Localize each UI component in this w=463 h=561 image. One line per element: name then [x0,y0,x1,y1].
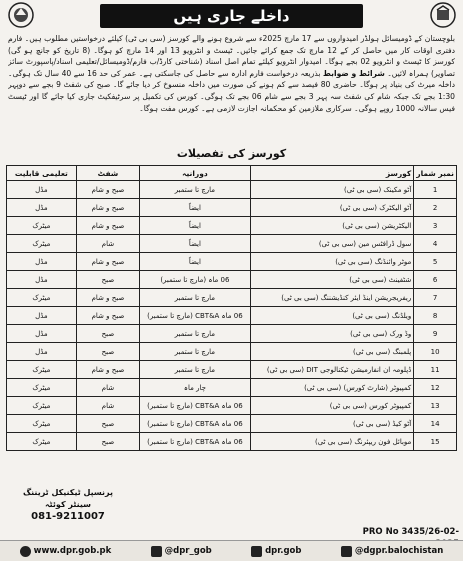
row-shift: صبح و شام [76,181,139,199]
table-row [7,343,457,361]
stamp-line-1: پرنسپل ٹیکنیکل ٹریننگ [22,488,114,497]
row-no: 9 [414,325,457,343]
row-qualification: مڈل [7,253,77,271]
row-shift: شام [76,235,139,253]
stamp-line-2: سینٹر کوئٹہ [44,500,92,509]
row-qualification: مڈل [7,181,77,199]
balochistan-emblem-icon [8,2,34,28]
footer-facebook[interactable] [341,541,443,561]
table-row [7,181,457,199]
table-row [7,289,457,307]
table-row [7,415,457,433]
row-shift: صبح و شام [76,361,139,379]
row-course: ڈپلومہ ان انفارمیشن ٹیکنالوجی DIT (سی بی ٹی) [250,361,414,379]
row-no: 2 [414,199,457,217]
row-qualification: میٹرک [7,361,77,379]
row-course: وڈ ورک (سی بی ٹی) [250,325,414,343]
header-shift: شفٹ [76,166,139,181]
row-shift: صبح و شام [76,199,139,217]
table-row [7,433,457,451]
row-duration: ایضاً [140,235,251,253]
table-row [7,307,457,325]
header-no: نمبر شمار [414,166,457,181]
row-course: آٹو کیڈ (سی بی ٹی) [250,415,414,433]
row-no: 6 [414,271,457,289]
header [0,0,463,30]
row-qualification: مڈل [7,325,77,343]
instagram-text: dpr.gob [265,546,302,556]
phone-number: 081-9211007 [31,511,105,522]
courses-title: کورسز کی تفصیلات [176,147,287,160]
row-no: 1 [414,181,457,199]
footer-website[interactable] [20,541,112,561]
row-course: کمپیوٹر کورس (سی بی ٹی) [250,397,414,415]
intro-paragraph: بلوچستان کے ڈومیسائل ہولڈر امیدواروں سے 17 مارچ 2025ء سے شروع ہونے والے کورسز (سی بی ٹی) کیلئے درخواستیں مطلوب ہیں۔ فارم دفتری اوقات کار میں حاصل کر کے 12 مارچ تک جمع کرائے جائیں۔ ٹیسٹ و انٹرویو 13 اور 14 مارچ کو ہوگا۔ (8 تاریخ کو جانچ ہو گی) کورسز کا ٹیسٹ و انٹرویو 02 بجے ہوگا۔ امیدوار انٹرویو کیلئے تمام اصل اسناد (شناختی کارڈ/ب فارم/ڈومیسائل/تعلیمی اسناد/پاسپورٹ سائز تصاویر) ہمراہ لائیں۔ [8,34,455,78]
footer-instagram[interactable] [251,541,301,561]
table-row [7,397,457,415]
table-row [7,217,457,235]
row-no: 11 [414,361,457,379]
page-title: داخلے جاری ہیں [100,4,363,28]
rules-title: شرائط و ضوابط [323,68,385,78]
row-no: 12 [414,379,457,397]
row-course: شٹفینٹ (سی بی ٹی) [250,271,414,289]
instagram-icon [251,546,262,557]
row-no: 5 [414,253,457,271]
footer [0,540,463,561]
row-duration: مارچ تا ستمبر [140,343,251,361]
facebook-text: @dgpr.balochistan [354,546,444,556]
row-shift: صبح و شام [76,289,139,307]
row-qualification: میٹرک [7,433,77,451]
row-duration: ایضاً [140,199,251,217]
row-qualification: میٹرک [7,217,77,235]
row-course: کمپیوٹر (شارٹ کورس) (سی بی ٹی) [250,379,414,397]
row-course: سول ڈرافٹس مین (سی بی ٹی) [250,235,414,253]
principal-stamp [8,487,128,533]
row-no: 3 [414,217,457,235]
row-course: آٹو مکینک (سی بی ٹی) [250,181,414,199]
row-course: موبائل فون ریپئرنگ (سی بی ٹی) [250,433,414,451]
row-no: 15 [414,433,457,451]
row-duration: چار ماہ [140,379,251,397]
row-shift: صبح و شام [76,253,139,271]
pro-number: PRO No 3435/26-02- [362,527,459,537]
intro-text [8,33,455,145]
row-shift: صبح و شام [76,307,139,325]
twitter-icon [151,546,162,557]
row-duration: 06 ماہ (مارچ تا ستمبر) [140,271,251,289]
row-shift: صبح [76,271,139,289]
row-no: 10 [414,343,457,361]
header-course: کورسز [250,166,414,181]
row-qualification: مڈل [7,307,77,325]
globe-icon [20,546,31,557]
row-duration: مارچ تا ستمبر [140,361,251,379]
courses-table [6,165,457,451]
row-no: 14 [414,415,457,433]
row-duration: مارچ تا ستمبر [140,325,251,343]
row-course: پلمبنگ (سی بی ٹی) [250,343,414,361]
row-duration: مارچ تا ستمبر [140,181,251,199]
row-qualification: مڈل [7,343,77,361]
table-row [7,253,457,271]
row-course: الیکٹریشن (سی بی ٹی) [250,217,414,235]
row-no: 7 [414,289,457,307]
row-no: 8 [414,307,457,325]
rules-paragraph: بذریعہ درخواست فارم ادارہ سے حاصل کی جاسکتی ہے۔ عمر کی حد 16 سے 40 سال تک ہوگی۔ داخلہ میرٹ کی بنیاد پر ہوگا۔ حاضری 80 فیصد سے کم ہونے کی صورت میں داخلہ منسوخ کر دیا جائے گا۔ صبح کی شفٹ 9 بجے سے دوپہر 1:30 بجے تک جبکہ شام کی شفٹ سہ پہر 3 بجے سے شام 06 بجے تک ہوگی۔ کورس کی تکمیل پر سرٹیفکیٹ جاری کیا جائے گا اور ٹیسٹ فیس سالانہ 1000 روپے ہوگی۔ سرکاری ملازمین کو محکمانہ اجازت لازمی ہے۔ کورس مفت ہوگا۔ [8,68,455,113]
facebook-icon [341,546,352,557]
table-row [7,199,457,217]
row-shift: شام [76,379,139,397]
twitter-text: @dpr_gob [164,546,212,556]
row-course: موٹر وائنڈنگ (سی بی ٹی) [250,253,414,271]
row-duration: 06 ماہ CBT&A (مارچ تا ستمبر) [140,307,251,325]
row-shift: شام [76,397,139,415]
table-row [7,271,457,289]
row-duration: 06 ماہ CBT&A (مارچ تا ستمبر) [140,397,251,415]
row-duration: 06 ماہ CBT&A (مارچ تا ستمبر) [140,415,251,433]
row-shift: صبح و شام [76,217,139,235]
row-qualification: مڈل [7,271,77,289]
row-shift: صبح [76,433,139,451]
table-row [7,361,457,379]
table-row [7,235,457,253]
table-header-row [7,166,457,181]
dpr-logo-icon [430,2,456,28]
row-qualification: مڈل [7,199,77,217]
row-course: ویلڈنگ (سی بی ٹی) [250,307,414,325]
row-duration: 06 ماہ CBT&A (مارچ تا ستمبر) [140,433,251,451]
row-no: 13 [414,397,457,415]
row-qualification: میٹرک [7,235,77,253]
row-duration: مارچ تا ستمبر [140,289,251,307]
row-shift: صبح [76,325,139,343]
row-shift: صبح [76,343,139,361]
row-qualification: میٹرک [7,289,77,307]
header-qualification: تعلیمی قابلیت [7,166,77,181]
row-qualification: میٹرک [7,397,77,415]
row-qualification: میٹرک [7,379,77,397]
footer-twitter[interactable] [151,541,212,561]
row-duration: ایضاً [140,253,251,271]
header-duration: دورانیہ [140,166,251,181]
table-row [7,379,457,397]
row-shift: صبح [76,415,139,433]
row-course: آٹو الیکٹرک (سی بی ٹی) [250,199,414,217]
website-text: www.dpr.gob.pk [33,546,112,556]
row-no: 4 [414,235,457,253]
row-duration: ایضاً [140,217,251,235]
table-row [7,325,457,343]
row-qualification: میٹرک [7,415,77,433]
row-course: ریفریجریشن اینڈ ایئر کنڈیشننگ (سی بی ٹی) [250,289,414,307]
